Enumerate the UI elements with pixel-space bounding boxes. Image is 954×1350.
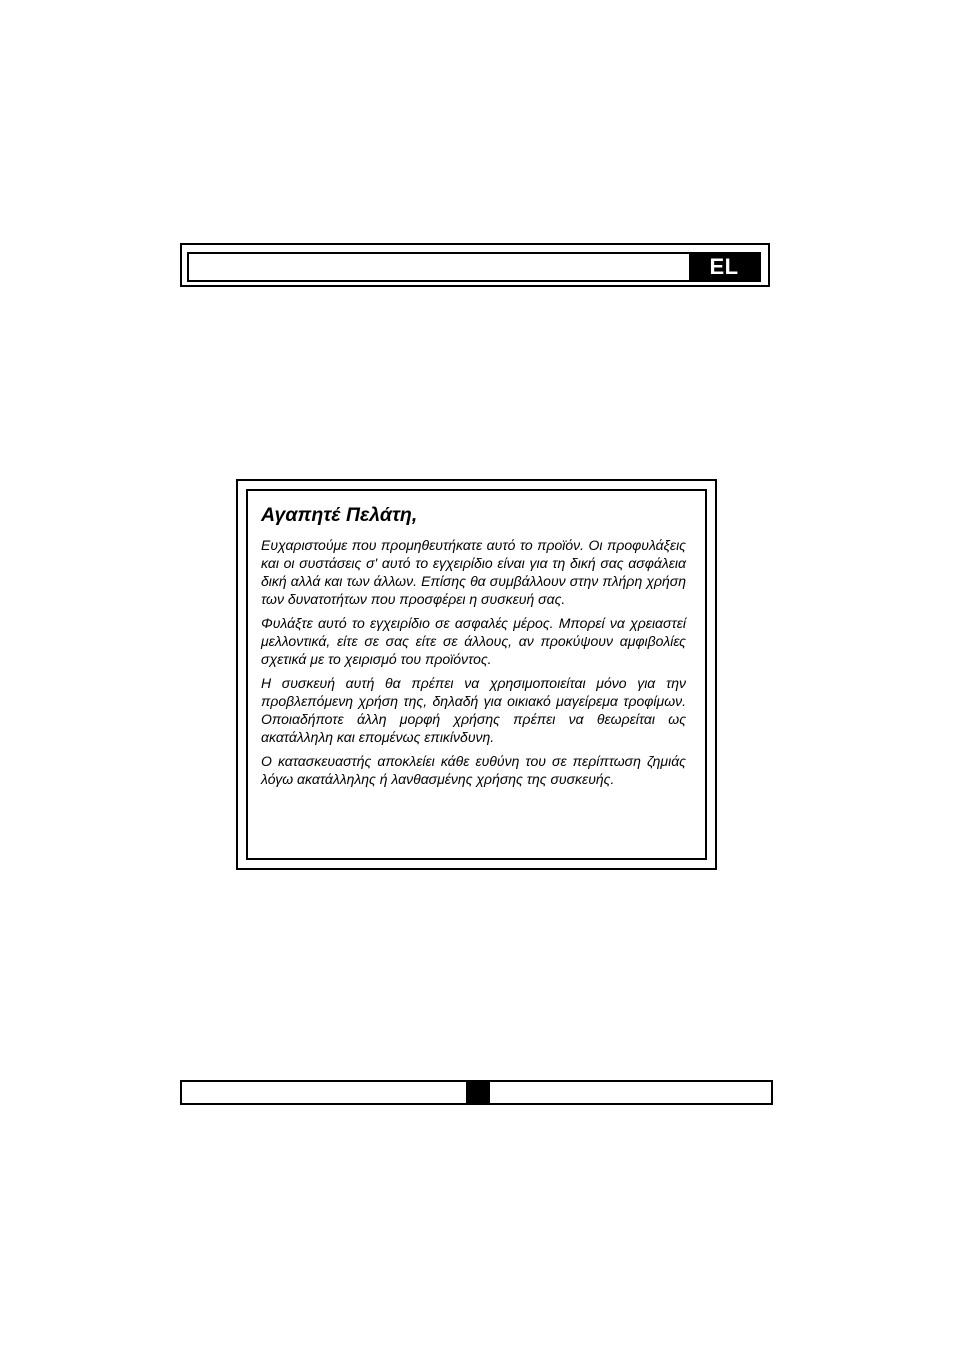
footer-bar — [180, 1080, 773, 1105]
customer-notice-inner-frame — [246, 489, 707, 860]
notice-paragraph-keep-manual: Φυλάξτε αυτό το εγχειρίδιο σε ασφαλές μέρος. Μπορεί να χρειαστεί μελλοντικά, είτε σε σας είτε σε άλλους, αν προκύψουν αμφιβολίες σχετικά με το χειρισμό του προϊόντος. — [261, 615, 686, 667]
notice-paragraph-thanks: Ευχαριστούμε που προμηθευτήκατε αυτό το προϊόν. Οι προφυλάξεις και οι συστάσεις σ' αυτό το εγχειρίδιο είναι για τη δική σας ασφάλεια δική αλλά και των άλλων. Επίσης θα συμβάλλουν στην πλήρη χρήση των δυνατοτήτων που προσφέρει η συσκευή σας. — [261, 537, 686, 607]
header-bar — [180, 243, 770, 287]
customer-notice-box — [236, 479, 717, 870]
language-badge: EL — [689, 254, 759, 280]
footer-page-marker — [466, 1080, 490, 1105]
header-blank-area — [189, 254, 689, 280]
notice-paragraph-intended-use: Η συσκευή αυτή θα πρέπει να χρησιμοποιείται μόνο για την προβλεπόμενη χρήση της, δηλαδή για οικιακό μαγείρεμα τροφίμων. Οποιαδήποτε άλλη μορφή χρήσης πρέπει να θεωρείται ως ακατάλληλη και επομένως επικίνδυνη. — [261, 675, 686, 745]
notice-title: Αγαπητέ Πελάτη, — [261, 504, 418, 526]
notice-paragraph-liability: Ο κατασκευαστής αποκλείει κάθε ευθύνη του σε περίπτωση ζημιάς λόγω ακατάλληλης ή λανθασμένης χρήσης της συσκευής. — [261, 753, 686, 787]
header-inner-frame — [187, 252, 761, 282]
